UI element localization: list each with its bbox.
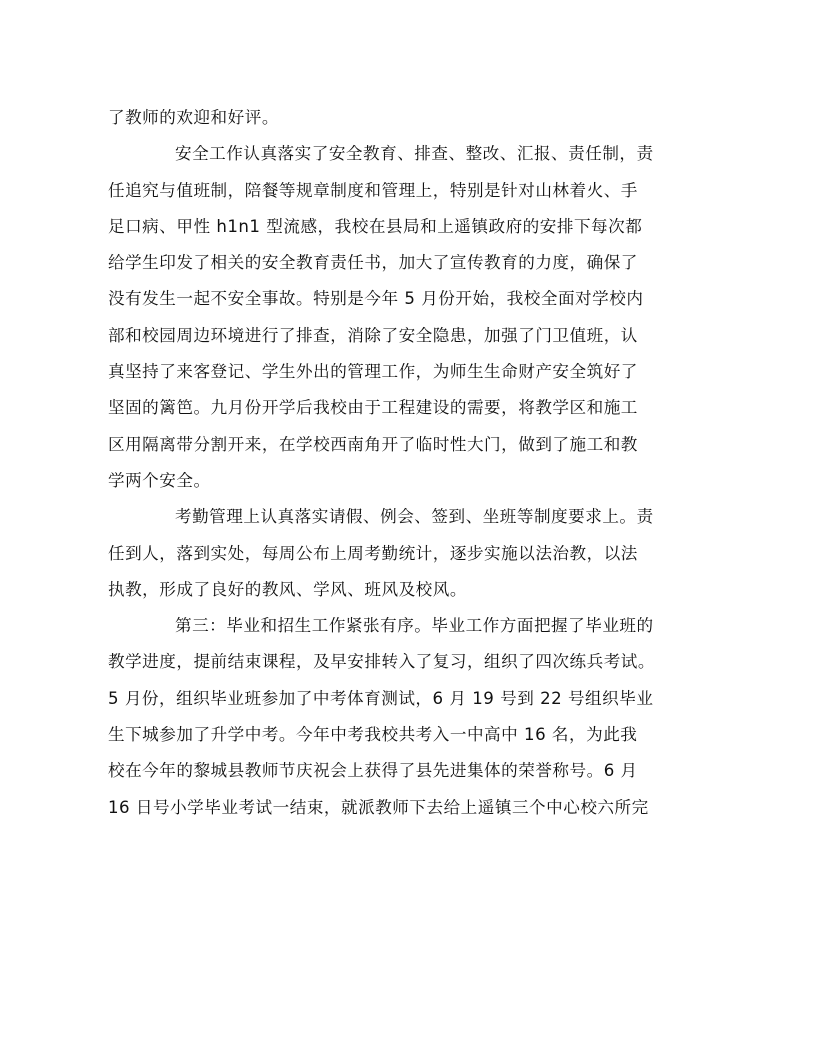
text-line: 第三：毕业和招生工作紧张有序。毕业工作方面把握了毕业班的 <box>175 616 654 636</box>
text-line: 给学生印发了相关的安全教育责任书，加大了宣传教育的力度，确保了 <box>108 253 638 273</box>
text-line: 考勤管理上认真落实请假、例会、签到、坐班等制度要求上。责 <box>175 507 654 527</box>
paragraph-safety-work <box>108 136 712 499</box>
text-line: 任追究与值班制，陪餐等规章制度和管理上，特别是针对山林着火、手 <box>108 180 638 200</box>
text-line: 教学进度，提前结束课程，及早安排转入了复习，组织了四次练兵考试。 <box>108 652 655 672</box>
text-line: 没有发生一起不安全事故。特别是今年 5 月份开始，我校全面对学校内 <box>108 289 644 309</box>
text-line: 生下城参加了升学中考。今年中考我校共考入一中高中 16 名，为此我 <box>108 725 638 745</box>
text-line: 任到人，落到实处，每周公布上周考勤统计，逐步实施以法治教，以法 <box>108 543 638 563</box>
text-line: 5 月份，组织毕业班参加了中考体育测试，6 月 19 号到 22 号组织毕业 <box>108 688 654 708</box>
text-line: 校在今年的黎城县教师节庆祝会上获得了县先进集体的荣誉称号。6 月 <box>108 761 638 781</box>
text-line: 真坚持了来客登记、学生外出的管理工作，为师生生命财产安全筑好了 <box>108 362 638 382</box>
text-line: 坚固的篱笆。九月份开学后我校由于工程建设的需要，将教学区和施工 <box>108 398 638 418</box>
text-line: 16 日号小学毕业考试一结束，就派教师下去给上遥镇三个中心校六所完 <box>108 797 649 817</box>
text-line: 了教师的欢迎和好评。 <box>108 108 279 127</box>
text-line: 部和校园周边环境进行了排查，消除了安全隐患，加强了门卫值班，认 <box>108 325 638 345</box>
text-line: 安全工作认真落实了安全教育、排查、整改、汇报、责任制，责 <box>175 144 654 164</box>
paragraph-teacher-reception <box>108 100 712 136</box>
text-line: 执教，形成了良好的教风、学风、班风及校风。 <box>108 579 467 599</box>
text-line: 足口病、甲性 h1n1 型流感，我校在县局和上遥镇政府的安排下每次都 <box>108 216 643 236</box>
text-line: 学两个安全。 <box>108 470 211 490</box>
paragraph-graduation-enrollment <box>108 608 712 826</box>
document-body <box>108 100 712 826</box>
paragraph-attendance-management <box>108 499 712 608</box>
text-line: 区用隔离带分割开来，在学校西南角开了临时性大门，做到了施工和教 <box>108 434 638 454</box>
